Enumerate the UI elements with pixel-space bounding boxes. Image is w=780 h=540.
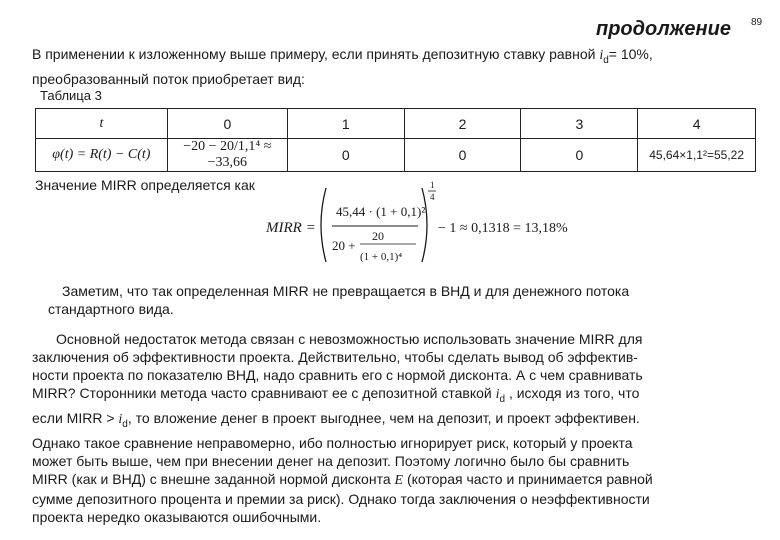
main-line-part: , то вложение денег в проект выгоднее, чем на депозит, и проект эффективен.	[127, 409, 640, 426]
main-line: Основной недостаток метода связан с невозможностью использовать значение MIRR для	[56, 331, 643, 347]
formula-den-frac-den: (1 + 0,1)⁴	[360, 251, 403, 263]
discount-rate-symbol: E	[394, 472, 404, 488]
left-paren	[321, 188, 326, 262]
continued-label: продолжение	[596, 18, 731, 40]
table-cell: 0	[521, 139, 638, 172]
main-paragraph	[32, 330, 777, 526]
table-cell: 2	[404, 109, 521, 139]
exp-num: 1	[430, 180, 435, 190]
intro-line2: преобразованный поток приобретает вид:	[32, 70, 305, 87]
main-line	[32, 409, 777, 434]
intro-line1: В применении к изложенному выше примеру, если принять депозитную ставку равной	[32, 46, 596, 62]
main-line: заключения об эффективности проекта. Действительно, чтобы сделать вывод об эффектив-	[32, 349, 638, 365]
main-line-part: MIRR? Сторонники метода часто сравнивают ее с депозитной ставкой	[32, 385, 492, 401]
deposit-rate-symbol: i	[599, 48, 604, 63]
main-line: проекта нередко оказываются ошибочными.	[32, 508, 322, 525]
table-cell: 0	[404, 139, 521, 172]
deposit-rate-symbol: i	[495, 387, 500, 402]
formula-lhs: MIRR =	[266, 220, 316, 236]
formula-result: − 1 ≈ 0,1318 = 13,18%	[438, 221, 568, 236]
deposit-rate-sub: d	[499, 393, 506, 405]
formula-den-a: 20 +	[332, 238, 356, 253]
mirr-formula	[262, 180, 592, 270]
right-paren	[422, 188, 427, 262]
cash-flow-table	[35, 108, 756, 172]
main-line-part: (которая часто и принимается равной	[406, 470, 653, 487]
table-row	[36, 139, 756, 172]
exp-den: 4	[430, 192, 435, 202]
main-line: ности проекта по показателю ВНД, надо сравнить его с нормой дисконта. А с чем сравнивать	[32, 367, 643, 383]
main-line: сумме депозитного процента и премии за риск). Однако тогда заключения о неэффективности	[32, 490, 650, 507]
note-paragraph	[48, 282, 768, 318]
main-line-part: MIRR (как и ВНД) с внешне заданной нормой дисконта	[32, 470, 391, 487]
table-row	[36, 109, 756, 139]
table-cell: 0	[287, 139, 404, 172]
mirr-intro: Значение MIRR определяется как	[35, 177, 255, 193]
formula-numerator: 45,44 · (1 + 0,1)²	[336, 204, 426, 219]
main-line	[32, 384, 777, 409]
intro-rate-value: = 10%,	[608, 46, 653, 62]
deposit-rate-sub: d	[122, 418, 128, 430]
mirr-formula-svg	[262, 180, 592, 270]
note-line1: Заметим, что так определенная MIRR не превращается в ВНД и для денежного потока	[62, 283, 630, 299]
main-line-part: если MIRR >	[32, 409, 115, 426]
deposit-rate-sub: d	[603, 54, 609, 66]
main-line	[32, 470, 777, 490]
main-line-part: , исходя из того, что	[508, 385, 640, 401]
row-header-phi: φ(t) = R(t) − C(t)	[36, 139, 168, 172]
main-line: Однако такое сравнение неправомерно, ибо полностью игнорирует риск, который у проекта	[32, 434, 633, 451]
page-number: 89	[751, 17, 763, 28]
table-cell: 45,64×1,1²=55,22	[638, 139, 756, 172]
note-line2: стандартного вида.	[48, 301, 174, 317]
deposit-rate-symbol: i	[118, 411, 123, 427]
table-cell: 3	[521, 109, 638, 139]
main-line: может быть выше, чем при внесении денег на депозит. Поэтому логично было бы сравнить	[32, 452, 630, 469]
table-cell: 1	[287, 109, 404, 139]
table-cell-formula: −20 − 20/1,1⁴ ≈ −33,66	[167, 139, 287, 172]
formula-den-frac-num: 20	[372, 229, 384, 243]
intro-paragraph	[32, 45, 777, 88]
table-cell: 4	[638, 109, 756, 139]
table-caption: Таблица 3	[40, 88, 102, 103]
table-cell: 0	[167, 109, 287, 139]
row-header-t: t	[36, 109, 168, 139]
